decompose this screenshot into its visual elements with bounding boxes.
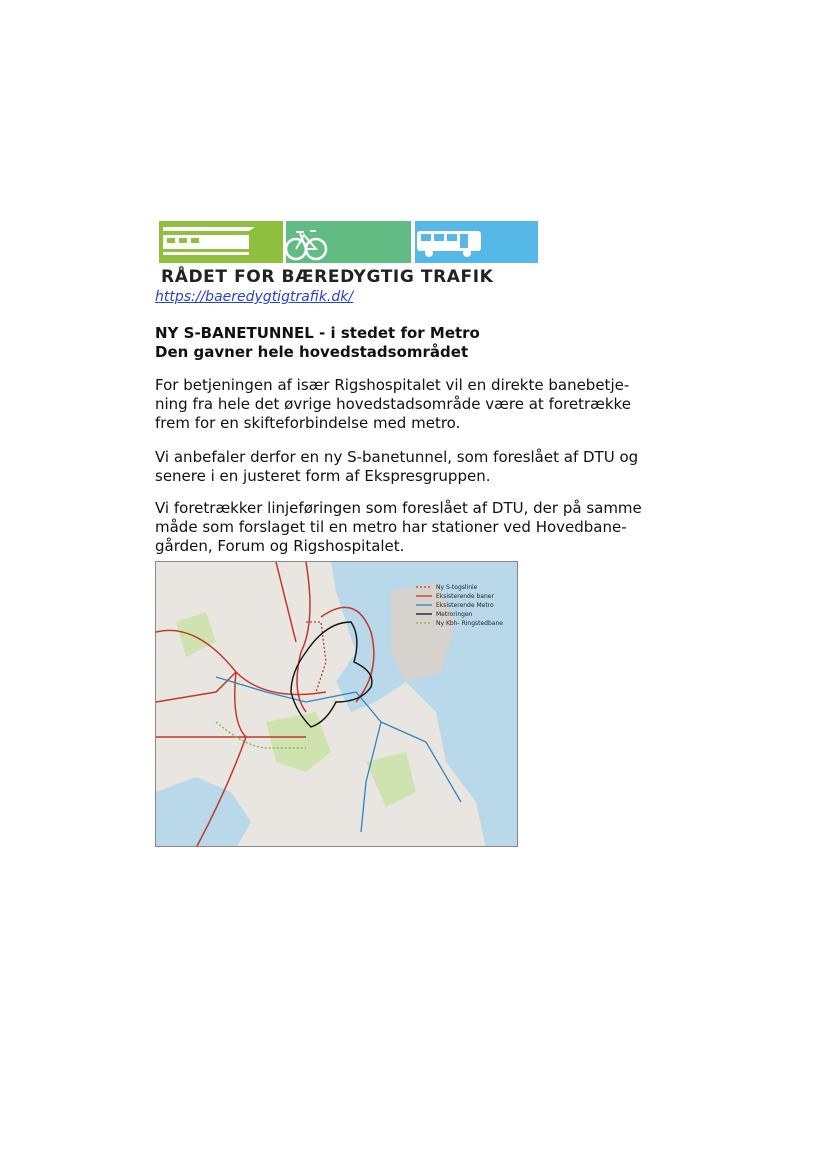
logo-train-panel [159,221,283,263]
logo [156,219,546,289]
logo-bus-panel [415,221,538,263]
paragraph-line: Vi anbefaler derfor en ny S-banetunnel, som foreslået af DTU og [155,448,639,466]
paragraph-line: gården, Forum og Rigshospitalet. [155,537,405,555]
paragraph-3 [155,499,642,556]
bicycle-icon [286,221,411,263]
paragraph-line: Vi foretrækker linjeføringen som foreslået af DTU, der på samme [155,499,642,517]
headline [155,324,480,362]
paragraph-line: frem for en skifteforbindelse med metro. [155,414,461,432]
legend-label: Eksisterende Metro [436,602,494,609]
rail-map-graphic [156,562,518,847]
paragraph-1 [155,376,631,433]
legend-label: Eksisterende baner [436,593,494,600]
paragraph-line: måde som forslaget til en metro har stationer ved Hovedbane- [155,518,627,536]
train-icon [159,221,283,263]
legend-label: Metroringen [436,611,473,618]
headline-line-2: Den gavner hele hovedstadsområdet [155,343,469,361]
bus-icon [415,221,538,263]
legend-label: Ny S-togslinie [436,584,478,591]
paragraph-line: senere i en justeret form af Ekspresgruppen. [155,467,491,485]
logo-wordmark: RÅDET FOR BÆREDYGTIG TRAFIK [161,267,494,287]
logo-bike-panel [286,221,411,263]
website-link[interactable]: https://baeredygtigtrafik.dk/ [155,289,354,305]
rail-map [155,561,518,847]
legend-label: Ny Kbh- Ringstedbane [436,620,503,627]
paragraph-line: For betjeningen af især Rigshospitalet vil en direkte banebetje- [155,376,630,394]
headline-line-1: NY S-BANETUNNEL - i stedet for Metro [155,324,480,342]
paragraph-line: ning fra hele det øvrige hovedstadsområde være at foretrække [155,395,631,413]
paragraph-2 [155,448,638,486]
